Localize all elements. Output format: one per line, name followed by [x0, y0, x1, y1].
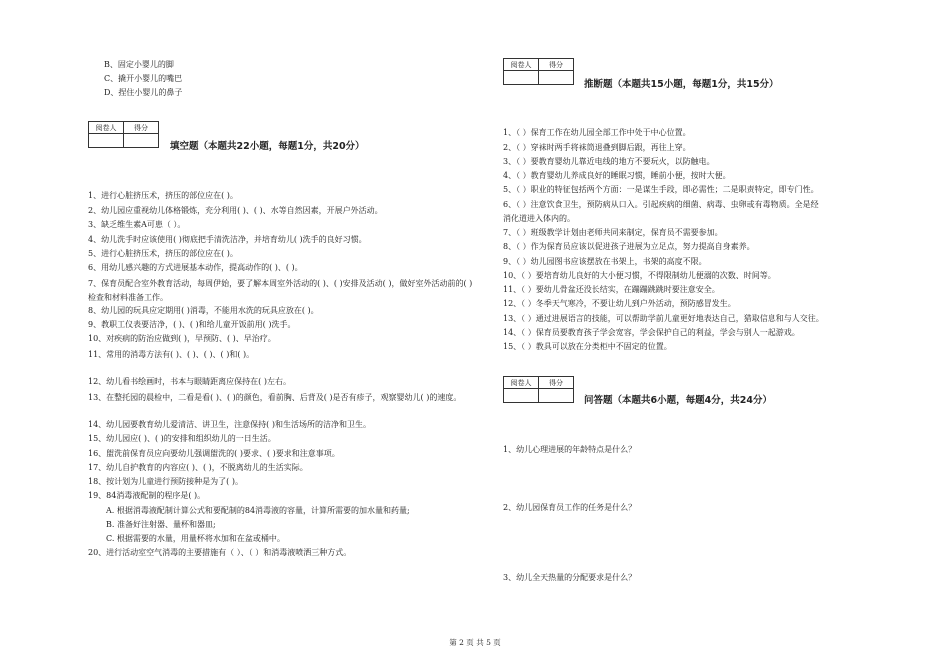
judgement-title: 推断题（本题共15小题，每题1分，共15分） [584, 79, 779, 90]
fill-blank-q12: 12、幼儿看书绘画时，书本与眼睛距离应保持在( )左右。 [88, 377, 291, 386]
judgement-q15: 15、（ ）教具可以放在分类柜中不固定的位置。 [503, 342, 672, 351]
fill-blank-q6: 6、用幼儿感兴趣的方式进展基本动作，提高动作的( )、( )。 [88, 263, 303, 272]
judgement-q14: 14、（ ）保育员要教育孩子学会宽容，学会保护自己的利益，学会与别人一起游戏。 [503, 328, 800, 337]
fill-blank-q10: 10、对疾病的防治应做到( )，早预防、( )、早治疗。 [88, 334, 276, 343]
fill-blank-q8: 8、幼儿园的玩具应定期用( )消毒，不能用水洗的玩具应放在( )。 [88, 306, 319, 315]
fill-blank-q3: 3、缺乏维生素A可患（ ）。 [88, 220, 186, 229]
fill-blank-title: 填空题（本题共22小题，每题1分，共20分） [170, 141, 365, 152]
score-box-judgement [503, 58, 574, 85]
judgement-q8: 8、（ ）作为保育员应该以促进孩子进展为立足点，努力提高自身素养。 [503, 242, 755, 251]
judgement-q13: 13、（ ）通过进展语言的技能，可以帮助学前儿童更好地表达自己，猎取信息和与人交往。 [503, 314, 824, 323]
fill-blank-q17: 17、幼儿自护教育的内容应( )、( )，不脱离幼儿的生活实际。 [88, 463, 308, 472]
option-b: B、固定小婴儿的脚 [104, 60, 174, 69]
score-label: 得分 [124, 122, 159, 134]
grader-label: 阅卷人 [504, 59, 539, 71]
fill-blank-q18: 18、按计划为儿童进行预防接种是为了( )。 [88, 477, 243, 486]
fill-blank-q15: 15、幼儿园应( )、( )的安排和组织幼儿的一日生活。 [88, 434, 276, 443]
score-box-qa [503, 376, 574, 403]
judgement-q7: 7、（ ）班级教学计划由老师共同来制定，保育员不需要参加。 [503, 228, 723, 237]
fill-blank-q9: 9、教职工仪表要洁净，( )、( )和给儿童开饭前用( )洗手。 [88, 320, 296, 329]
score-label: 得分 [539, 59, 574, 71]
qa-q1: 1、幼儿心理进展的年龄特点是什么？ [503, 445, 637, 454]
judgement-q10: 10、（ ）要培育幼儿良好的大小便习惯，不得限制幼儿便溺的次数、时间等。 [503, 271, 776, 280]
judgement-q5: 5、（ ）职业的特征包括两个方面：一是谋生手段，即必需性；二是职责特定，即专门性。 [503, 185, 819, 194]
option-d: D、捏住小婴儿的鼻子 [104, 88, 183, 97]
option-c: C、撬开小婴儿的嘴巴 [104, 74, 183, 83]
judgement-q12: 12、（ ）冬季天气寒冷，不要让幼儿到户外活动，预防感冒发生。 [503, 299, 736, 308]
judgement-q6: 6、（ ）注意饮食卫生，预防病从口入。引起疾病的细菌、病毒、虫卵或有毒物质。全是经 [503, 200, 819, 209]
judgement-q4: 4、（ ）教育婴幼儿养成良好的睡眠习惯，睡前小便，按时大便。 [503, 171, 731, 180]
qa-q3: 3、幼儿全天热量的分配要求是什么？ [503, 573, 637, 582]
fill-blank-q19-option-b: B. 准备好注射器、量杯和器皿; [106, 520, 216, 529]
judgement-q9: 9、（ ）幼儿园图书应该摆放在书架上，书架的高度不限。 [503, 257, 707, 266]
fill-blank-q20: 20、进行活动室空气消毒的主要措施有（ ）、（ ）和消毒液喷洒三种方式。 [88, 548, 352, 557]
grader-label: 阅卷人 [504, 377, 539, 389]
fill-blank-q19-option-c: C. 根据需要的水量，用量杯将水加和在盆或桶中。 [106, 534, 285, 543]
fill-blank-q16: 16、盥洗前保育员应向要幼儿强调盥洗的( )要求、( )要求和注意事项。 [88, 449, 340, 458]
score-box-fill [88, 121, 159, 148]
fill-blank-q14: 14、幼儿园要教育幼儿爱清洁、讲卫生，注意保持( )和生活场所的洁净和卫生。 [88, 420, 371, 429]
judgement-q3: 3、（ ）要教育婴幼儿靠近电线的地方不要玩火，以防触电。 [503, 157, 715, 166]
grader-label: 阅卷人 [89, 122, 124, 134]
page-footer: 第 2 页 共 5 页 [449, 638, 501, 647]
judgement-q11: 11、（ ）要幼儿骨盆还没长结实，在蹦蹦跳跳时要注意安全。 [503, 285, 720, 294]
fill-blank-q1: 1、进行心脏挤压术，挤压的部位应在( )。 [88, 191, 238, 200]
judgement-q6-cont: 消化道进入体内的。 [503, 214, 575, 223]
qa-q2: 2、幼儿园保育员工作的任务是什么？ [503, 503, 637, 512]
fill-blank-q2: 2、幼儿园应重视幼儿体格锻炼，充分利用( )、( )、水等自然因素，开展户外活动。 [88, 206, 383, 215]
fill-blank-q19: 19、84消毒液配制的程序是( )。 [88, 491, 206, 500]
judgement-q1: 1、（ ）保育工作在幼儿园全部工作中处于中心位置。 [503, 128, 691, 137]
fill-blank-q11: 11、常用的消毒方法有( )、( )、( )、( )和( )。 [88, 350, 255, 359]
score-label: 得分 [539, 377, 574, 389]
qa-title: 问答题（本题共6小题，每题4分，共24分） [584, 395, 772, 406]
fill-blank-q4: 4、幼儿洗手时应该使用( )彻底把手清洗洁净，并培育幼儿( )洗手的良好习惯。 [88, 235, 367, 244]
fill-blank-q19-option-a: A. 根据消毒液配制计算公式和要配制的84消毒液的容量，计算所需要的加水量和药量; [106, 506, 410, 515]
fill-blank-q7: 7、保育员配合室外教育活动，每周伊始，要了解本周室外活动的( )、( )安排及活动( )，做好室外活动前的( )检查和材料准备工作。 [88, 279, 473, 302]
fill-blank-q5: 5、进行心脏挤压术，挤压的部位应在( )。 [88, 249, 238, 258]
fill-blank-q13: 13、在整托园的晨检中，二看是看( )、( )的颜色，看前胸、后背及( )是否有疹子，观察婴幼儿( )的速度。 [88, 393, 462, 402]
judgement-q2: 2、（ ）穿袜时两手将袜筒退叠到脚后跟，再往上穿。 [503, 143, 691, 152]
